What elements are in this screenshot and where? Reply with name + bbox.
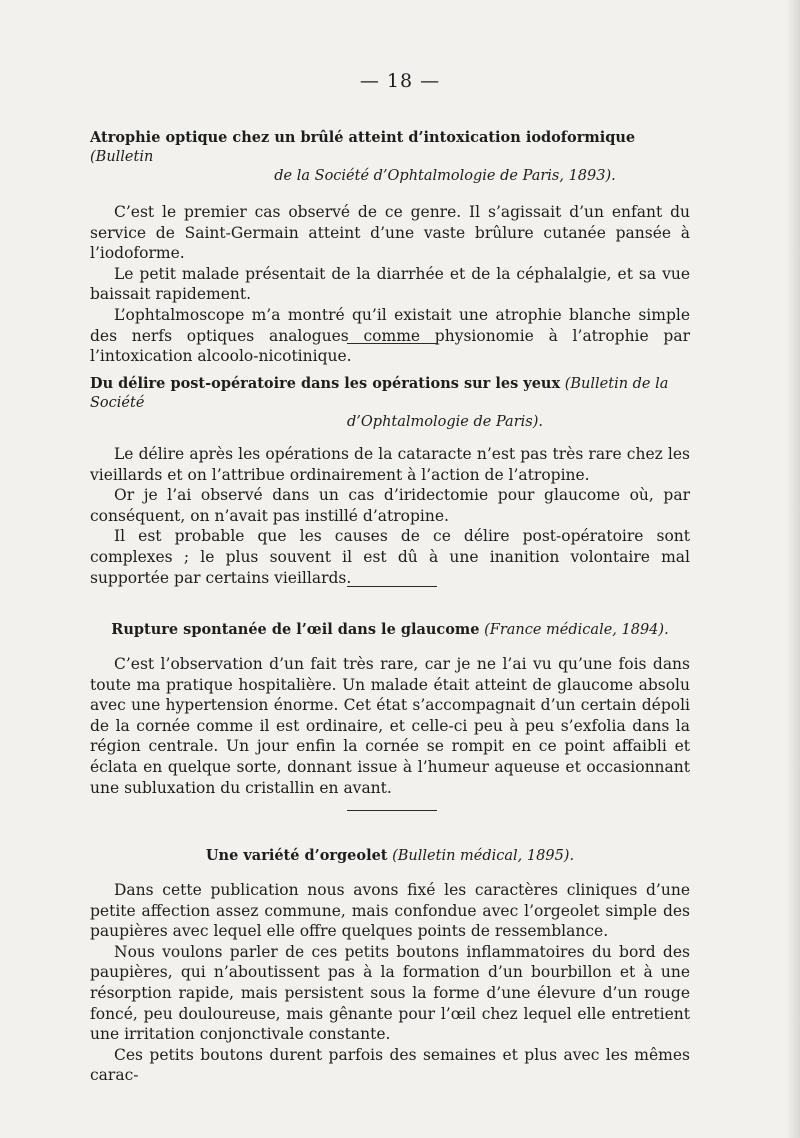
article-citation: (France médicale, 1894). (484, 622, 669, 638)
article-atrophie-optique (90, 128, 690, 367)
section-divider (347, 343, 437, 344)
article-title: Du délire post-opératoire dans les opérations sur les yeux (90, 375, 561, 392)
article-rupture-spontanee (90, 620, 690, 798)
article-heading (90, 128, 690, 186)
paragraph: Il est probable que les causes de ce délire post-opératoire sont complexes ; le plus souvent il est dû à une inanition volontaire mal supportée par certains vieillards. (90, 527, 690, 587)
section-divider (347, 810, 437, 811)
page-edge-shadow (786, 0, 800, 1138)
paragraph: C’est le premier cas observé de ce genre. Il s’agissait d’un enfant du service de Saint-Germain atteint d’une vaste brûlure cutanée pansée à l’iodoforme. (90, 203, 690, 263)
article-citation: (Bulletin médical, 1895). (392, 848, 575, 864)
paragraph: Dans cette publication nous avons fixé les caractères cliniques d’une petite affection assez commune, mais confondue avec l’orgeolet simple des paupières avec lequel elle offre quelques points de ressemblance. (90, 881, 690, 941)
article-heading (90, 374, 690, 432)
paragraph: C’est l’observation d’un fait très rare, car je ne l’ai vu qu’une fois dans toute ma pratique hospitalière. Un malade était atteint de glaucome absolu avec une hypertension énorme. Cet état s’accompagnait d’un certain dépoli de la cornée comme il est ordinaire, et celle-ci peu à peu s’exfolia dans la région centrale. Un jour enfin la cornée se rompit en ce point affaibli et éclata en quelque sorte, donnant issue à l’humeur aqueuse et occasionnant une subluxation du cristallin en avant. (90, 655, 690, 797)
paragraph: L’ophtalmoscope m’a montré qu’il existait une atrophie blanche simple des nerfs optiques analogues comme physionomie à l’atrophie par l’intoxication alcoolo-nicotinique. (90, 305, 690, 366)
paragraph: Le délire après les opérations de la cataracte n’est pas très rare chez les vieillards et on l’attribue ordinairement à l’action de l’atropine. (90, 445, 690, 484)
article-citation: (Bulletin (90, 149, 154, 165)
article-heading (90, 846, 690, 866)
article-citation-line2: d’Ophtalmologie de Paris). (347, 414, 543, 430)
section-divider (347, 586, 437, 587)
page-number: — 18 — (359, 70, 441, 92)
paragraph: Nous voulons parler de ces petits boutons inflammatoires du bord des paupières, qui n’aboutissent pas à la formation d’un bourbillon et à une résorption rapide, mais persistent sous la forme d’une élevure d’un rouge foncé, peu douloureuse, mais gênante pour l’œil chez lequel elle entretient une irritation conjonctivale constante. (90, 942, 690, 1044)
article-title: Rupture spontanée de l’œil dans le glaucome (111, 621, 480, 638)
paragraph: Ces petits boutons durent parfois des semaines et plus avec les mêmes carac- (90, 1045, 690, 1085)
article-heading (90, 620, 690, 640)
article-variete-orgeolet (90, 846, 690, 1086)
article-citation: (Bulletin de la Société (90, 376, 669, 411)
article-delire-post-operatoire (90, 374, 690, 588)
article-citation-line2: de la Société d’Ophtalmologie de Paris, 1893). (274, 168, 616, 184)
paragraph: Le petit malade présentait de la diarrhée et de la céphalalgie, et sa vue baissait rapidement. (90, 264, 690, 304)
article-title: Atrophie optique chez un brûlé atteint d’intoxication iodoformique (90, 129, 636, 146)
article-title: Une variété d’orgeolet (205, 847, 388, 864)
paragraph: Or je l’ai observé dans un cas d’iridectomie pour glaucome où, par conséquent, on n’avait pas instillé d’atropine. (90, 486, 690, 525)
